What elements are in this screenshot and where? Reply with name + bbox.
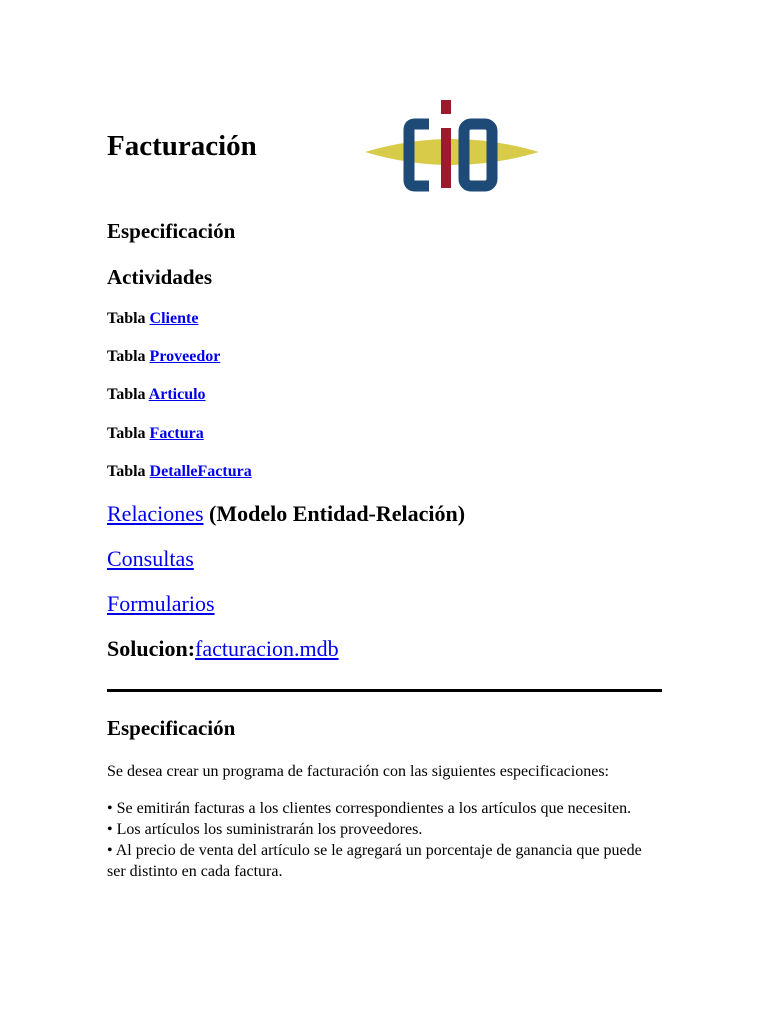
tabla-prefix: Tabla	[107, 386, 146, 403]
tabla-factura	[107, 424, 204, 444]
tabla-prefix: Tabla	[107, 348, 146, 365]
tabla-proveedor	[107, 347, 220, 367]
heading-actividades: Actividades	[107, 265, 212, 289]
relaciones-suffix: (Modelo Entidad-Relación)	[203, 501, 466, 526]
tabla-cliente	[107, 309, 198, 329]
solucion-label: Solucion:	[107, 636, 196, 661]
tabla-articulo	[107, 385, 206, 405]
cio-logo	[365, 96, 539, 192]
link-relaciones[interactable]: Relaciones	[107, 501, 204, 526]
spec-intro: Se desea crear un programa de facturación con las siguientes especificaciones:	[107, 763, 609, 780]
link-cliente[interactable]: Cliente	[149, 310, 199, 327]
solucion-row	[107, 635, 339, 663]
formularios-row	[107, 590, 215, 618]
heading-especificacion: Especificación	[107, 219, 236, 243]
link-formularios[interactable]: Formularios	[107, 591, 215, 616]
horizontal-rule	[107, 689, 662, 692]
spec-bullet-list	[107, 798, 647, 882]
link-factura[interactable]: Factura	[149, 425, 204, 442]
link-proveedor[interactable]: Proveedor	[149, 348, 221, 365]
link-detallefactura[interactable]: DetalleFactura	[149, 463, 252, 480]
list-item: • Al precio de venta del artículo se le agregará un porcentaje de ganancia que puede ser distinto en cada factura.	[107, 842, 642, 880]
consultas-row	[107, 545, 194, 573]
relaciones-row	[107, 500, 465, 528]
tabla-prefix: Tabla	[107, 310, 146, 327]
link-facturacion-mdb[interactable]: facturacion.mdb	[195, 636, 339, 661]
tabla-prefix: Tabla	[107, 463, 146, 480]
list-item: • Se emitirán facturas a los clientes correspondientes a los artículos que necesiten.	[107, 800, 632, 817]
document-page	[107, 0, 667, 1024]
tabla-prefix: Tabla	[107, 425, 146, 442]
list-item: • Los artículos los suministrarán los proveedores.	[107, 821, 423, 838]
spec-heading: Especificación	[107, 716, 236, 740]
page-title: Facturación	[107, 130, 257, 162]
tabla-detallefactura	[107, 462, 252, 482]
link-consultas[interactable]: Consultas	[107, 546, 194, 571]
link-articulo[interactable]: Articulo	[148, 386, 206, 403]
